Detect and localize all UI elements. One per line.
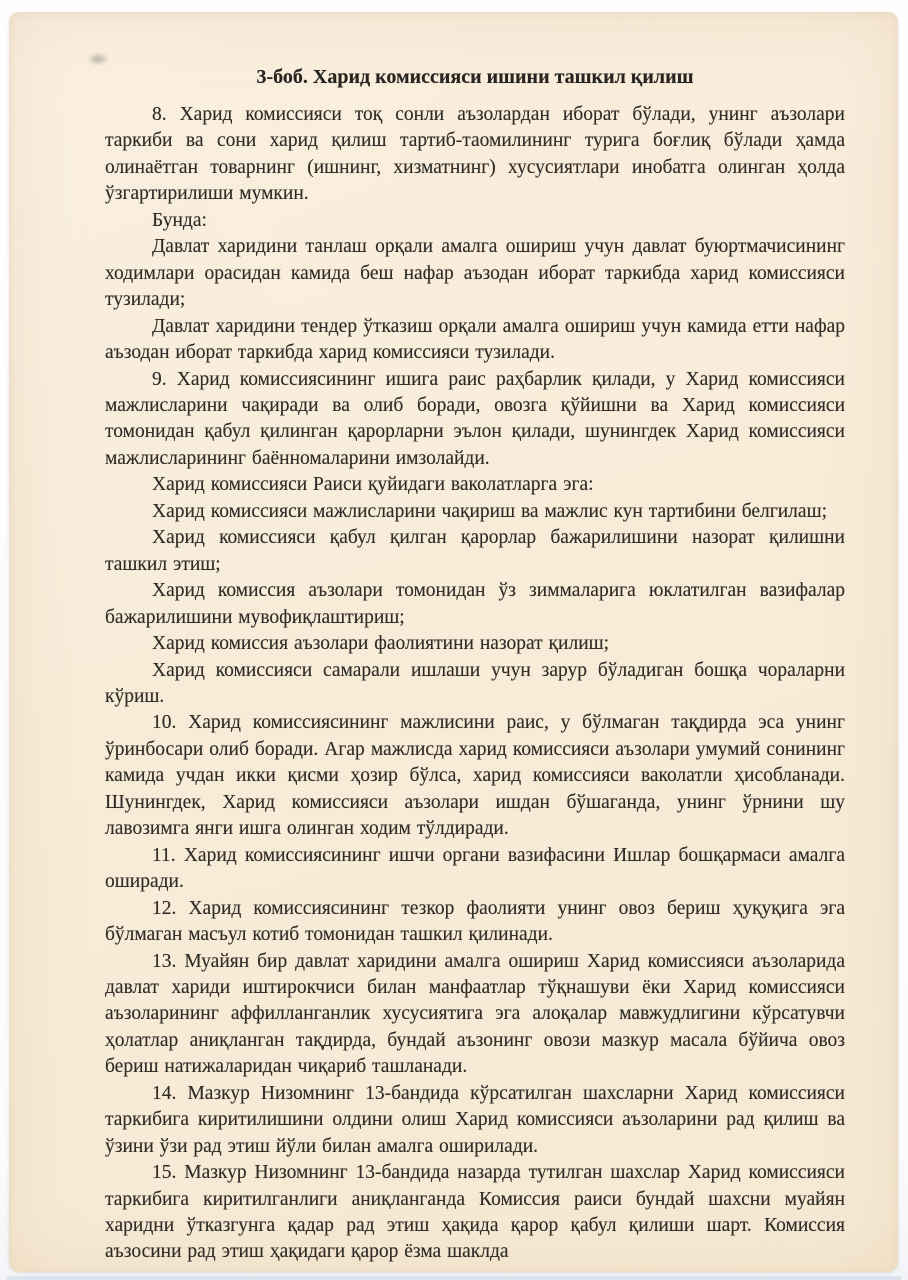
document-paragraph: 10. Харид комиссиясининг мажлисини раис, у бўлмаган тақдирда эса унинг ўринбосари олиб боради. Агар мажлисда харид комиссияси аъзолари умумий сонининг камида учдан икки қисми ҳозир бўлса, харид комиссияси ваколатли ҳисобланади. Шунингдек, Харид комиссияси аъзолари ишдан бўшаганда, унинг ўрнини шу лавозимга янги ишга олинган ходим тўлдиради. (105, 712, 845, 840)
document-paragraph: Харид комиссия аъзолари фаолиятини назорат қилиш; (152, 633, 610, 655)
document-paragraph: 8. Харид комиссияси тоқ сонли аъзолардан иборат бўлади, унинг аъзолари таркиби ва сони харид қилиш тартиб-таомилининг турига боғлиқ бўлади ҳамда олинаётган товарнинг (ишнинг, хизматнинг) хусусиятлари инобатга олинган ҳолда ўзгартирилиши мумкин. (105, 104, 845, 205)
document-paragraph: Давлат харидини танлаш орқали амалга ошириш учун давлат буюртмачисининг ходимлари орасидан камида беш нафар аъзодан иборат таркибда харид комиссияси тузилади; (105, 236, 845, 311)
document-paragraph: Бунда: (152, 209, 207, 231)
document-paragraph: 9. Харид комиссиясининг ишига раис раҳбарлик қилади, у Харид комиссияси мажлисларини чақиради ва олиб боради, овозга қўйишни ва Харид комиссияси томонидан қабул қилинган қарорларни эълон қилади, шунингдек Харид комиссияси мажлисларининг баённомаларини имзолайди. (105, 368, 845, 469)
document-paragraph: 11. Харид комиссиясининг ишчи органи вазифасини Ишлар бошқармаси амалга оширади. (105, 844, 845, 893)
document-paragraph: 15. Мазкур Низомнинг 13-бандида назарда тутилган шахслар Харид комиссияси таркибига киритилганлиги аниқланганда Комиссия раиси бундай шахсни муайян харидни ўтказгунга қадар рад этиш ҳақида қарор қабул қилиши шарт. Комиссия аъзосини рад этиш ҳақидаги қарор ёзма шаклда (105, 1162, 845, 1263)
document-paragraph: Давлат харидини тендер ўтказиш орқали амалга ошириш учун камида етти нафар аъзодан иборат таркибда харид комиссияси тузилади. (105, 315, 845, 364)
scanner-edge-line (6, 1276, 902, 1280)
document-paragraph: Харид комиссияси Раиси қуйидаги ваколатларга эга: (152, 474, 594, 496)
document-paragraph: 13. Муайян бир давлат харидини амалга ошириш Харид комиссияси аъзоларида давлат хариди иштирокчиси билан манфаатлар тўқнашуви ёки Харид комиссияси аъзоларининг аффилланганлик хусусиятига эга алоқалар мавжудлигини кўрсатувчи ҳолатлар аниқланган тақдирда, бундай аъзонинг овози мазкур масала бўйича овоз бериш натижаларидан чиқариб ташланади. (105, 950, 845, 1078)
page-content (105, 64, 845, 1266)
document-page (9, 12, 898, 1272)
document-paragraph: Харид комиссияси қабул қилган қарорлар бажарилишини назорат қилишни ташкил этиш; (105, 527, 845, 575)
document-paragraph: Харид комиссияси самарали ишлаши учун зарур бўладиган бошқа чораларни кўриш. (105, 659, 845, 707)
document-paragraph: 12. Харид комиссиясининг тезкор фаолияти унинг овоз бериш ҳуқуқига эга бўлмаган масъул котиб томонидан ташкил қилинади. (105, 897, 845, 946)
document-paragraph: Харид комиссия аъзолари томонидан ўз зиммаларига юклатилган вазифалар бажарилишини мувофиқлаштириш; (105, 580, 845, 628)
document-paragraph: 14. Мазкур Низомнинг 13-бандида кўрсатилган шахсларни Харид комиссияси таркибига киритилишини олдини олиш Харид комиссияси аъзоларини рад қилиш ва ўзини ўзи рад этиш йўли билан амалга оширилади. (105, 1082, 845, 1157)
document-paragraph: Харид комиссияси мажлисларини чақириш ва мажлис кун тартибини белгилаш; (152, 500, 827, 522)
section-title: 3-боб. Харид комиссияси ишини ташкил қилиш (256, 66, 694, 88)
